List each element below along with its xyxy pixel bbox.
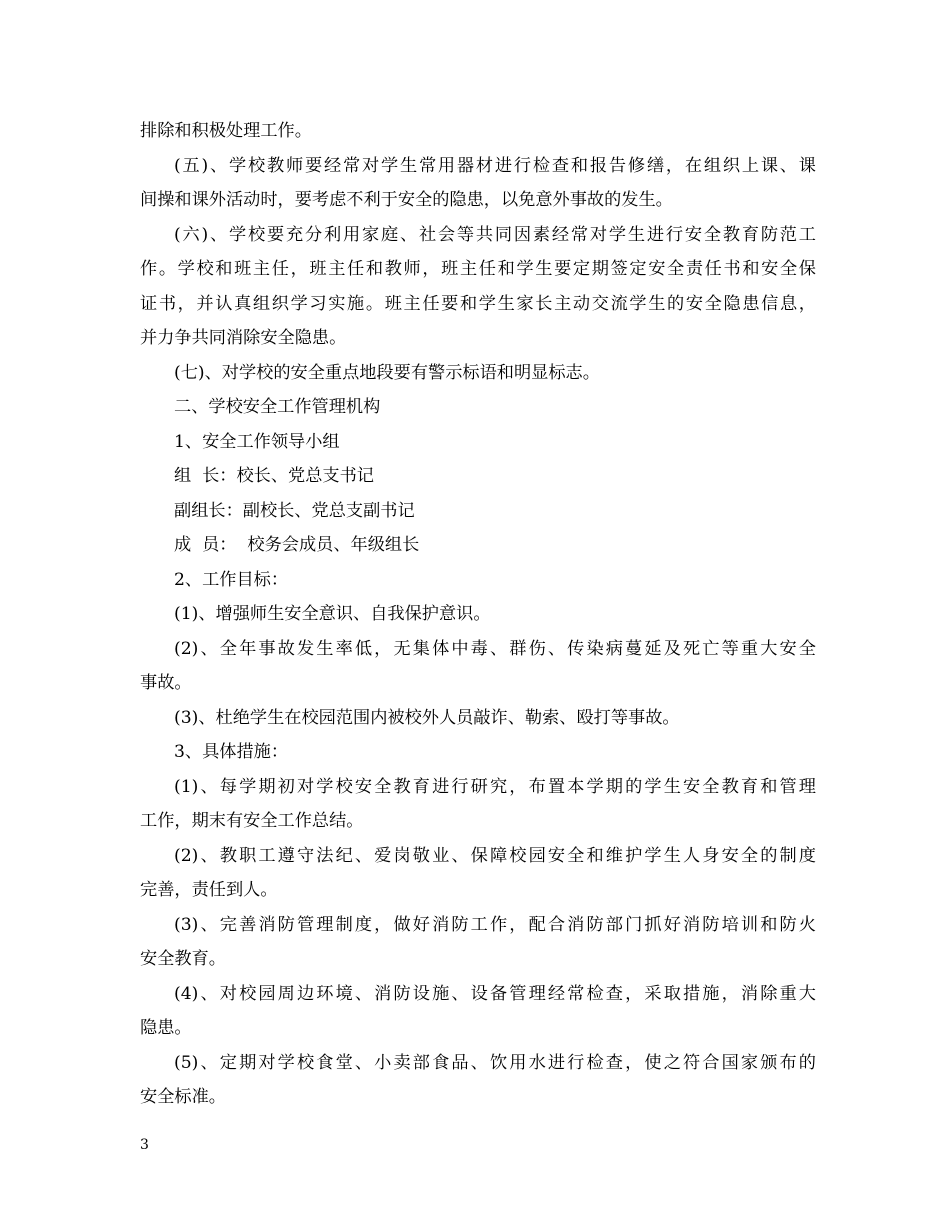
text-line: 工作，期末有安全工作总结。	[140, 811, 364, 831]
subsection-heading: 3、具体措施：	[174, 742, 289, 762]
subsection-heading: 1、安全工作领导小组	[174, 431, 340, 452]
section-heading: 二、学校安全工作管理机构	[174, 397, 381, 417]
text-line: (4)、对校园周边环境、消防设施、设备管理经常检查，采取措施，消除重大	[174, 983, 816, 1004]
text-line: (2)、教职工遵守法纪、爱岗敬业、保障校园安全和维护学生人身安全的制度	[174, 845, 816, 866]
text-line: 成 员： 校务会成员、年级组长	[174, 535, 420, 555]
text-line: 事故。	[140, 673, 192, 693]
text-line: 安全教育。	[140, 949, 226, 969]
text-line: (五)、学校教师要经常对学生常用器材进行检查和报告修缮，在组织上课、课	[174, 155, 816, 176]
subsection-heading: 2、工作目标：	[174, 569, 289, 590]
text-line: (2)、全年事故发生率低，无集体中毒、群伤、传染病蔓延及死亡等重大安全	[174, 638, 816, 659]
text-line: 安全标准。	[140, 1087, 226, 1107]
text-line: 隐患。	[140, 1018, 192, 1038]
page-number: 3	[140, 1137, 149, 1153]
text-line: (3)、杜绝学生在校园范围内被校外人员敲诈、勒索、殴打等事故。	[174, 707, 680, 728]
text-line: 并力争共同消除安全隐患。	[140, 328, 347, 348]
text-line: 组 长：校长、党总支书记	[174, 466, 374, 486]
text-line: (六)、学校要充分利用家庭、社会等共同因素经常对学生进行安全教育防范工	[174, 224, 816, 245]
text-line: 间操和课外活动时，要考虑不利于安全的隐患，以免意外事故的发生。	[140, 190, 673, 210]
text-line: 完善，责任到人。	[140, 880, 278, 900]
text-line: (1)、每学期初对学校安全教育进行研究，布置本学期的学生安全教育和管理	[174, 776, 816, 797]
text-line: (1)、增强师生安全意识、自我保护意识。	[174, 604, 491, 624]
body-text	[140, 114, 816, 1115]
text-line: 副组长：副校长、党总支副书记	[174, 500, 415, 521]
text-line: (5)、定期对学校食堂、小卖部食品、饮用水进行检查，使之符合国家颁布的	[174, 1052, 816, 1073]
text-line: 排除和积极处理工作。	[140, 121, 312, 141]
text-line: 作。学校和班主任，班主任和教师，班主任和学生要定期签定安全责任书和安全保	[140, 259, 816, 279]
text-line: (3)、完善消防管理制度，做好消防工作，配合消防部门抓好消防培训和防火	[174, 914, 816, 935]
text-line: (七)、对学校的安全重点地段要有警示标语和明显标志。	[174, 362, 600, 383]
text-line: 证书，并认真组织学习实施。班主任要和学生家长主动交流学生的安全隐患信息，	[140, 293, 816, 314]
